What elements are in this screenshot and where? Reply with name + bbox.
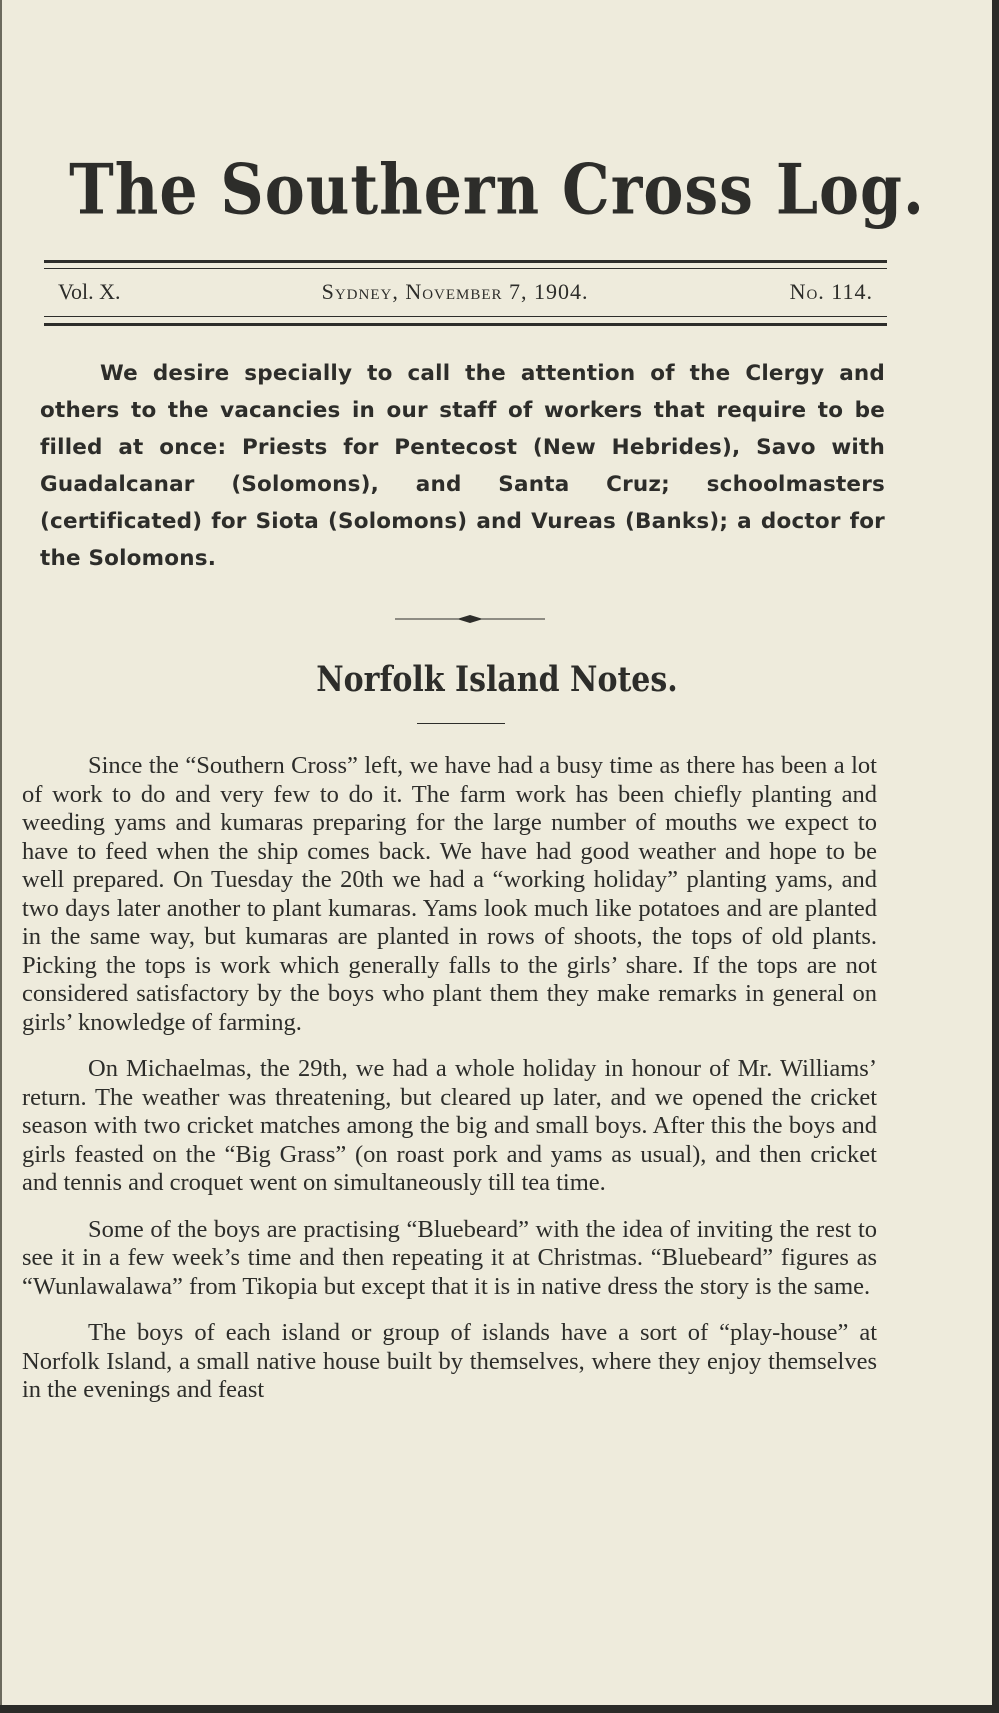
issue-line <box>58 279 873 305</box>
article-paragraph: Some of the boys are practising “Bluebeard” with the idea of inviting the rest to see it in a few week’s time and then repeating it at Christmas. “Bluebeard” figures as “Wunlawalawa” from Tikopia but except that it is in native dress the story is the same. <box>22 1215 877 1300</box>
section-title-rule <box>417 723 505 724</box>
article-paragraph: Since the “Southern Cross” left, we have had a busy time as there has been a lot of work to do and very few to do it. The farm work has been chiefly planting and weeding yams and kumaras preparing for the large number of mouths we expect to have to feed when the ship comes back. We have had good weather and hope to be well prepared. On Tuesday the 20th we had a “working holiday” planting yams, and two days later another to plant kumaras. Yams look much like potatoes and are planted in the same way, but kumaras are planted in rows of shoots, the tops of old plants. Picking the tops is work which generally falls to the girls’ share. If the tops are not considered satisfactory by the boys who plant them they make remarks in general on girls’ knowledge of farming. <box>22 752 877 1036</box>
section-title: Norfolk Island Notes. <box>316 660 678 701</box>
masthead-title: The Southern Cross Log. <box>69 150 925 231</box>
article-body <box>22 752 877 1423</box>
masthead-rule-top-thick <box>44 260 887 263</box>
volume-label: Vol. X. <box>58 279 121 304</box>
place-date: Sydney, November 7, 1904. <box>321 279 589 304</box>
vacancy-notice: We desire specially to call the attention of the Clergy and others to the vacancies in our staff of workers that require to be filled at once: Priests for Pentecost (New Hebrides), Savo with Guadalcanar (Solomons), and Santa Cruz; schoolmasters (certificated) for Siota (Solomons) and Vureas (Banks); a doctor for the Solomons. <box>40 361 885 571</box>
masthead-rule-top-thin <box>44 268 887 269</box>
article-paragraph: The boys of each island or group of islands have a sort of “play-house” at Norfolk Island, a small native house built by themselves, where they enjoy themselves in the evenings and feast <box>22 1319 877 1403</box>
diamond-rule-ornament-icon <box>395 612 545 626</box>
article-paragraph: On Michaelmas, the 29th, we had a whole holiday in honour of Mr. Williams’ return. The weather was threatening, but cleared up later, and we opened the cricket season with two cricket matches among the big and small boys. After this the boys and girls feasted on the “Big Grass” (on roast pork and yams as usual), and then cricket and tennis and croquet went on simultaneously till tea time. <box>22 1055 877 1196</box>
issue-rule-bottom-thin <box>44 316 887 317</box>
issue-rule-bottom-thick <box>44 323 887 326</box>
issue-number: No. 114. <box>789 279 873 304</box>
